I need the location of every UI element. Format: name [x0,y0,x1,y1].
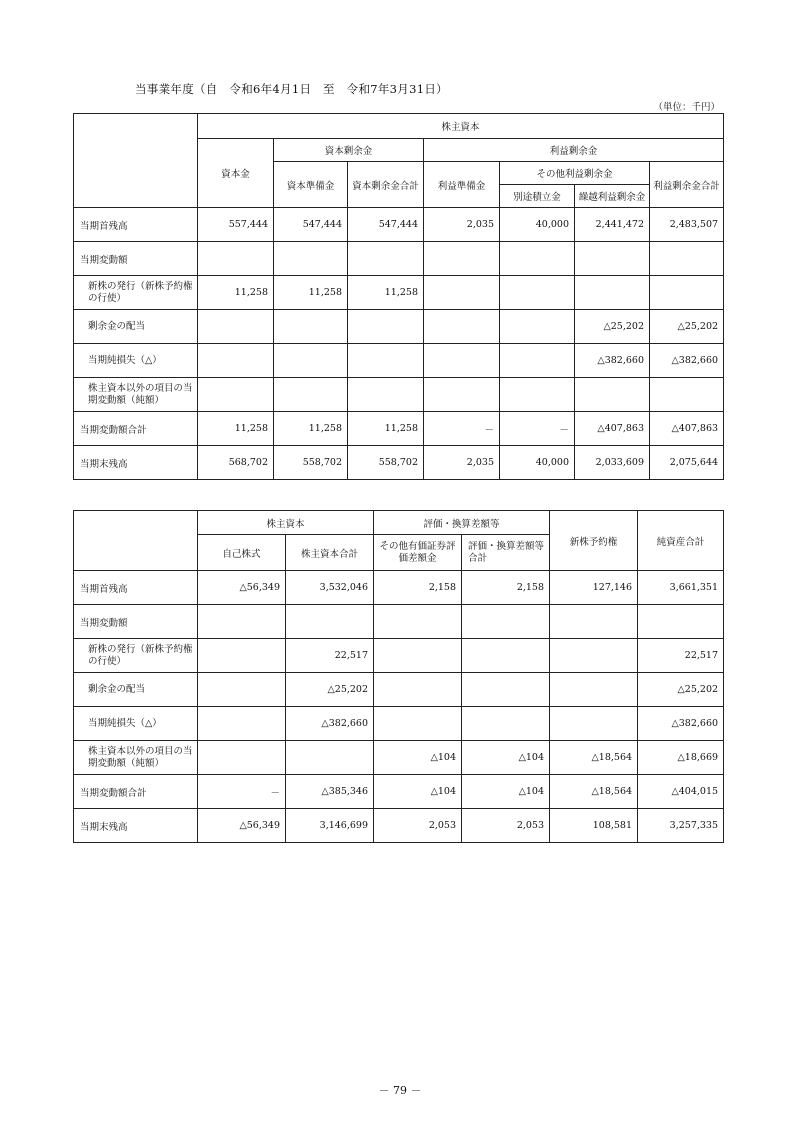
table-cell: △25,202 [650,310,724,344]
table-cell: 558,702 [348,446,424,480]
row-label: 剰余金の配当 [74,310,198,344]
header-capital-stock: 資本金 [198,139,274,208]
table-cell: 2,033,609 [575,446,650,480]
header-valuation-total: 評価・換算差額等合計 [462,535,550,571]
table-cell: 2,053 [462,809,550,843]
table-cell: 127,146 [550,571,638,605]
header-shareholders-equity: 株主資本 [198,114,724,139]
table-cell [198,741,286,775]
table-cell: △407,863 [575,412,650,446]
table-cell [500,344,575,378]
table-cell [274,378,348,412]
table-row [74,208,724,242]
table-cell: 2,441,472 [575,208,650,242]
header-stock-acquisition-rights: 新株予約権 [550,511,638,571]
table-cell: 3,257,335 [638,809,724,843]
table-cell [550,639,638,673]
table-cell [198,378,274,412]
table-cell [374,605,462,639]
header-retained-carried: 繰越利益剰余金 [575,185,650,208]
table-cell: 11,258 [274,276,348,310]
table-row [74,276,724,310]
statement-period-title: 当事業年度（自 令和6年4月1日 至 令和7年3月31日） [135,82,448,96]
header-equity-total: 株主資本合計 [286,535,374,571]
header-retained-total: 利益剰余金合計 [650,162,724,208]
table-cell: 40,000 [500,208,575,242]
table-cell: △104 [374,775,462,809]
page-number: － 79 － [378,1084,422,1097]
table-cell: 3,661,351 [638,571,724,605]
table-cell: △404,015 [638,775,724,809]
table-cell: 2,075,644 [650,446,724,480]
unit-label: （単位：千円） [653,102,720,113]
table-cell [550,605,638,639]
table-cell: △25,202 [286,673,374,707]
table-cell [638,605,724,639]
table-cell [198,242,274,276]
table-cell [424,242,500,276]
row-label: 当期純損失（△） [74,344,198,378]
header-valuation: 評価・換算差額等 [374,511,550,535]
table-cell [348,242,424,276]
row-label: 新株の発行（新株予約権の行使） [74,276,198,310]
table-row [74,673,724,707]
table-cell [424,344,500,378]
header-corner [74,114,198,208]
row-label: 当期純損失（△） [74,707,198,741]
table-cell: 11,258 [198,412,274,446]
table-cell: △18,564 [550,775,638,809]
row-label: 当期変動額 [74,242,198,276]
table-cell: △382,660 [575,344,650,378]
table-cell: 2,035 [424,446,500,480]
table-cell [500,276,575,310]
table-cell [462,707,550,741]
table-row [74,571,724,605]
table-cell: 108,581 [550,809,638,843]
table-cell [274,344,348,378]
header-retained-earnings: 利益剰余金 [424,139,724,162]
table-cell [198,344,274,378]
row-label: 当期末残高 [74,446,198,480]
table-row [74,310,724,344]
table-cell: 547,444 [348,208,424,242]
table-cell: － [500,412,575,446]
table-cell: △18,669 [638,741,724,775]
table-cell: 2,158 [462,571,550,605]
header-securities-valuation: その他有価証券評価差額金 [374,535,462,571]
table-cell: 22,517 [638,639,724,673]
table-cell: 568,702 [198,446,274,480]
table-cell [424,276,500,310]
table-cell [286,741,374,775]
table-cell [198,605,286,639]
table-row [74,741,724,775]
table-cell [198,310,274,344]
table-cell [550,673,638,707]
table-cell [198,707,286,741]
table-cell [500,242,575,276]
row-label: 新株の発行（新株予約権の行使） [74,639,198,673]
table-cell [550,707,638,741]
equity-changes-table-2 [73,510,724,843]
table-cell [462,605,550,639]
table-cell [274,310,348,344]
table-cell [462,673,550,707]
table-cell [575,378,650,412]
table-cell: 11,258 [348,276,424,310]
table-row [74,605,724,639]
table-cell [424,310,500,344]
table-cell: △25,202 [638,673,724,707]
table-cell [274,242,348,276]
table-cell: 2,483,507 [650,208,724,242]
row-label: 当期変動額 [74,605,198,639]
table-cell [500,378,575,412]
table-cell: △407,863 [650,412,724,446]
header-net-assets-total: 純資産合計 [638,511,724,571]
table-cell [348,344,424,378]
table-cell: 3,532,046 [286,571,374,605]
row-label: 当期変動額合計 [74,412,198,446]
table-cell: 11,258 [348,412,424,446]
row-label: 当期変動額合計 [74,775,198,809]
table-cell [348,378,424,412]
header-capital-surplus-total: 資本剰余金合計 [348,162,424,208]
table-cell: 558,702 [274,446,348,480]
table-row [74,707,724,741]
table-row [74,242,724,276]
table-cell: △385,346 [286,775,374,809]
header-capital-surplus: 資本剰余金 [274,139,424,162]
table-cell: 2,053 [374,809,462,843]
row-label: 剰余金の配当 [74,673,198,707]
table-cell [575,242,650,276]
table-cell: － [424,412,500,446]
header-shareholders-equity: 株主資本 [198,511,374,535]
table-cell: 547,444 [274,208,348,242]
table-cell [374,673,462,707]
table-row [74,378,724,412]
table-cell [374,707,462,741]
table-cell [650,242,724,276]
table-cell: 3,146,699 [286,809,374,843]
table-cell [650,276,724,310]
table-row [74,344,724,378]
table-cell: △18,564 [550,741,638,775]
table-cell [500,310,575,344]
table-cell [462,639,550,673]
table-cell: △56,349 [198,571,286,605]
table-cell [575,276,650,310]
table-cell: △56,349 [198,809,286,843]
table-cell [198,639,286,673]
table-cell [650,378,724,412]
header-capital-reserve: 資本準備金 [274,162,348,208]
row-label: 株主資本以外の項目の当期変動額（純額） [74,378,198,412]
table-cell: △104 [462,741,550,775]
table-cell: － [198,775,286,809]
table-cell: △104 [462,775,550,809]
row-label: 株主資本以外の項目の当期変動額（純額） [74,741,198,775]
table-cell: 2,035 [424,208,500,242]
table-cell: △382,660 [650,344,724,378]
table-cell: △104 [374,741,462,775]
table-cell: 22,517 [286,639,374,673]
header-other-retained: その他利益剰余金 [500,162,650,185]
table-cell: 557,444 [198,208,274,242]
table-row [74,446,724,480]
table-cell: 40,000 [500,446,575,480]
table-cell: △25,202 [575,310,650,344]
table-cell [424,378,500,412]
table-cell: 2,158 [374,571,462,605]
header-corner [74,511,198,571]
row-label: 当期末残高 [74,809,198,843]
table-cell: △382,660 [638,707,724,741]
row-label: 当期首残高 [74,208,198,242]
table-cell: 11,258 [198,276,274,310]
table-row [74,775,724,809]
row-label: 当期首残高 [74,571,198,605]
table-cell: △382,660 [286,707,374,741]
table-row [74,809,724,843]
table-row [74,412,724,446]
table-cell [286,605,374,639]
header-legal-reserve: 利益準備金 [424,162,500,208]
table-cell [348,310,424,344]
table-cell [374,639,462,673]
table-cell: 11,258 [274,412,348,446]
table-cell [198,673,286,707]
table-row [74,639,724,673]
header-treasury-stock: 自己株式 [198,535,286,571]
equity-changes-table-1 [73,113,724,480]
header-general-reserve: 別途積立金 [500,185,575,208]
